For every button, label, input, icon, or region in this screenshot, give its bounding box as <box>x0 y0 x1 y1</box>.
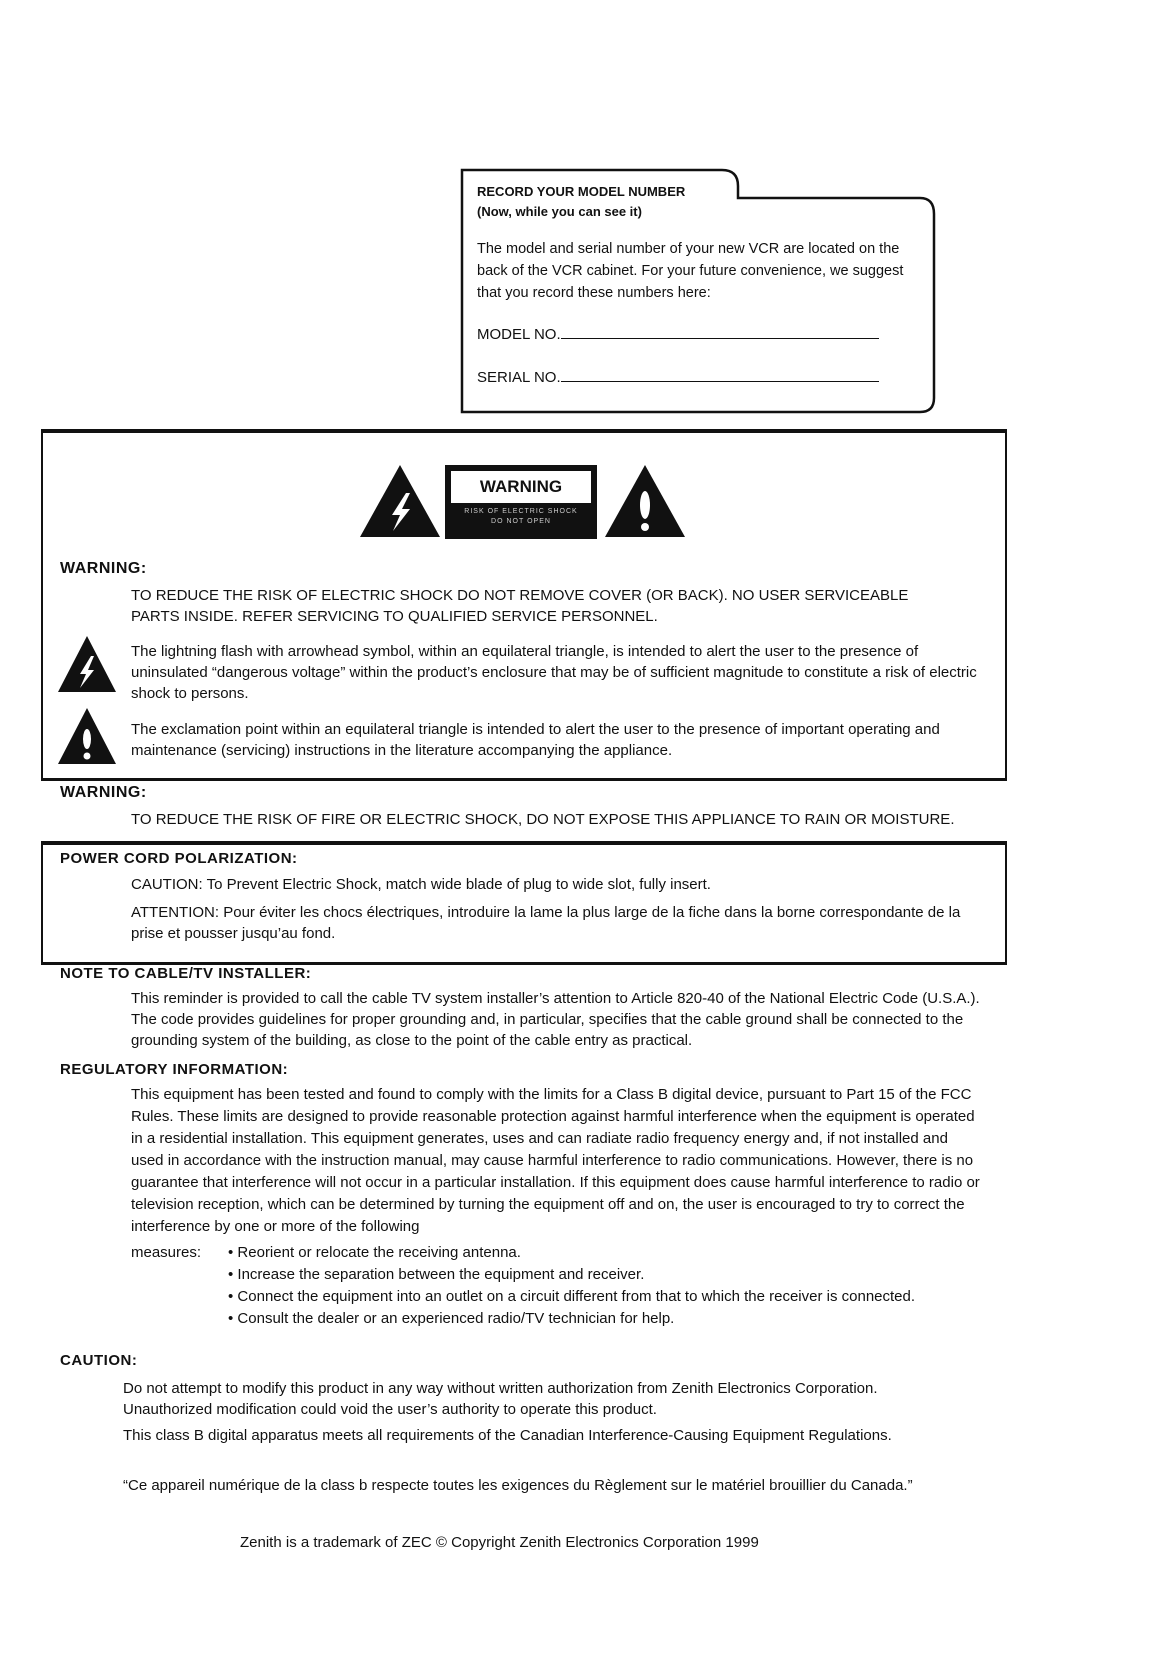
warning-label <box>445 465 597 539</box>
regulatory-text: This equipment has been tested and found to comply with the limits for a Class B digital device, pursuant to Part 15 of the FCC Rules. These limits are designed to provide reasonable protection against harmful interference when the equipment is operated in a residential installation. This equipment generates, uses and can radiate radio frequency energy and, if not installed and used in accordance with the instruction manual, may cause harmful interference to radio communications. However, there is no guarantee that interference will not occur in a particular installation. If this equipment does cause harmful interference to radio or television reception, which can be determined by turning the equipment off and on, the user is encouraged to try to correct the interference by one or more of the following <box>131 1086 980 1235</box>
lightning-text: The lightning flash with arrowhead symbol, within an equilateral triangle, is intended to alert the user to the presence of uninsulated “dangerous voltage” within the product’s enclosure that may be of sufficient magnitude to constitute a risk of electric shock to persons. <box>131 643 977 702</box>
warning-label-title: WARNING <box>451 471 591 503</box>
cable-note-text: This reminder is provided to call the cable TV system installer’s attention to Article 820-40 of the National Electric Code (U.S.A.). The code provides guidelines for proper grounding and, in particular, specifies that the cable ground shall be connected to the grounding system of the building, as close to the point of the cable entry as practical. <box>131 990 980 1049</box>
warning1-text: TO REDUCE THE RISK OF ELECTRIC SHOCK DO NOT REMOVE COVER (OR BACK). NO USER SERVICEABLE PARTS INSIDE. REFER SERVICING TO QUALIFIED SERVICE PERSONNEL. <box>131 587 909 625</box>
lightning-triangle-icon <box>360 465 440 542</box>
model-number-box <box>477 182 917 388</box>
model-box-body: The model and serial number of your new VCR are located on the back of the VCR cabinet. For your future convenience, we suggest that you record these numbers here: <box>477 241 904 301</box>
measure-item: • Connect the equipment into an outlet on a circuit different from that to which the receiver is connected. <box>228 1288 916 1305</box>
caution-p1: Do not attempt to modify this product in any way without written authorization from Zenith Electronics Corporation. Unauthorized modification could void the user’s authority to operate this product. <box>123 1380 878 1418</box>
caution-p2: This class B digital apparatus meets all requirements of the Canadian Interference-Causing Equipment Regulations. <box>123 1427 892 1444</box>
measures-label: measures: <box>131 1244 202 1261</box>
measure-item: • Increase the separation between the equipment and receiver. <box>228 1266 645 1283</box>
model-box-subtitle: (Now, while you can see it) <box>477 204 642 219</box>
caution-heading: CAUTION: <box>60 1352 138 1369</box>
warning-label-line1: RISK OF ELECTRIC SHOCK <box>464 508 578 515</box>
model-no-label: MODEL NO. <box>477 326 561 343</box>
warning2-text: TO REDUCE THE RISK OF FIRE OR ELECTRIC SHOCK, DO NOT EXPOSE THIS APPLIANCE TO RAIN OR MOISTURE. <box>131 811 955 828</box>
power-cord-caution: CAUTION: To Prevent Electric Shock, match wide blade of plug to wide slot, fully insert. <box>131 876 711 893</box>
caution-p3: “Ce appareil numérique de la class b respecte toutes les exigences du Règlement sur le matériel brouillier du Canada.” <box>123 1477 913 1494</box>
exclamation-small-icon <box>58 708 116 769</box>
model-box-title: RECORD YOUR MODEL NUMBER <box>477 184 686 199</box>
measure-text: Consult the dealer or an experienced radio/TV technician for help. <box>237 1310 675 1327</box>
warning-label-line2: DO NOT OPEN <box>491 518 551 525</box>
measure-item: • Reorient or relocate the receiving antenna. <box>228 1244 521 1261</box>
power-cord-attention: ATTENTION: Pour éviter les chocs électriques, introduire la lame la plus large de la fiche dans la borne correspondante de la prise et pousser jusqu’au fond. <box>131 904 961 942</box>
measure-text: Reorient or relocate the receiving antenna. <box>237 1244 521 1261</box>
regulatory-heading: REGULATORY INFORMATION: <box>60 1061 289 1078</box>
model-no-field[interactable] <box>477 324 917 345</box>
measure-text: Increase the separation between the equipment and receiver. <box>237 1266 645 1283</box>
serial-no-field[interactable] <box>477 367 917 388</box>
cable-note-heading: NOTE TO CABLE/TV INSTALLER: <box>60 965 312 982</box>
warning2-heading: WARNING: <box>60 784 147 801</box>
power-cord-heading: POWER CORD POLARIZATION: <box>60 850 298 867</box>
measure-item: • Consult the dealer or an experienced radio/TV technician for help. <box>228 1310 675 1327</box>
serial-no-label: SERIAL NO. <box>477 369 561 386</box>
exclamation-text: The exclamation point within an equilateral triangle is intended to alert the user to the presence of important operating and maintenance (servicing) instructions in the literature accompanying the appliance. <box>131 721 940 759</box>
footer-copyright: Zenith is a trademark of ZEC © Copyright Zenith Electronics Corporation 1999 <box>240 1534 759 1551</box>
measure-text: Connect the equipment into an outlet on a circuit different from that to which the receiver is connected. <box>237 1288 916 1305</box>
measures-list <box>228 1242 948 1330</box>
warning1-heading: WARNING: <box>60 560 147 577</box>
exclamation-triangle-icon <box>605 465 685 542</box>
lightning-small-icon <box>58 636 116 697</box>
